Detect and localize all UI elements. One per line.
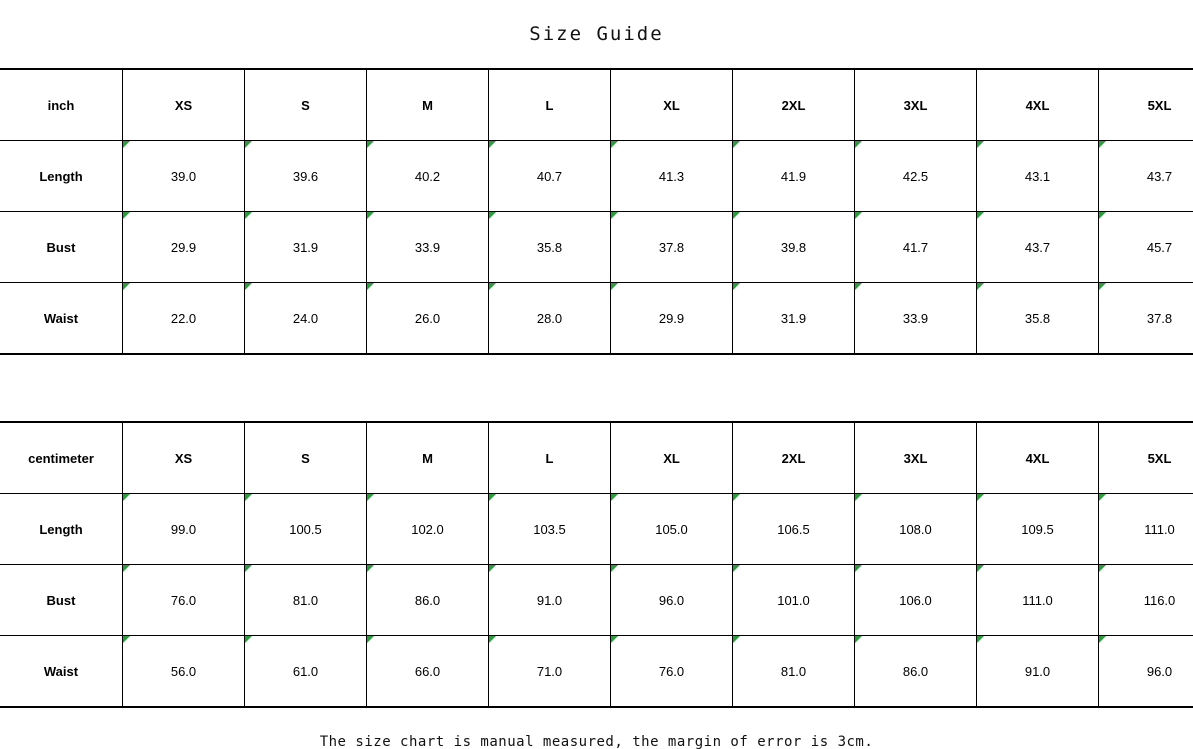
page-title: Size Guide <box>529 23 664 45</box>
row-label-length: Length <box>0 141 123 212</box>
corner-marker-icon <box>489 636 496 643</box>
table-row <box>0 141 1193 212</box>
cell-waist-s: 24.0 <box>245 283 367 354</box>
corner-marker-icon <box>977 565 984 572</box>
column-header-s: S <box>245 423 367 494</box>
cell-waist-4xl: 91.0 <box>977 636 1099 707</box>
column-header-3xl: 3XL <box>855 70 977 141</box>
cell-bust-4xl: 43.7 <box>977 212 1099 283</box>
row-label-waist: Waist <box>0 283 123 354</box>
row-label-bust: Bust <box>0 212 123 283</box>
cell-length-xs: 39.0 <box>123 141 245 212</box>
corner-marker-icon <box>855 283 862 290</box>
corner-marker-icon <box>855 636 862 643</box>
cell-bust-l: 35.8 <box>489 212 611 283</box>
table-row <box>0 212 1193 283</box>
cell-waist-xs: 56.0 <box>123 636 245 707</box>
cell-length-xl: 41.3 <box>611 141 733 212</box>
column-header-xs: XS <box>123 423 245 494</box>
column-header-5xl: 5XL <box>1099 70 1193 141</box>
cell-bust-2xl: 39.8 <box>733 212 855 283</box>
cell-waist-m: 26.0 <box>367 283 489 354</box>
cell-bust-xl: 96.0 <box>611 565 733 636</box>
corner-marker-icon <box>367 141 374 148</box>
cell-length-4xl: 109.5 <box>977 494 1099 565</box>
corner-marker-icon <box>1099 141 1106 148</box>
cell-bust-xs: 76.0 <box>123 565 245 636</box>
cell-length-2xl: 106.5 <box>733 494 855 565</box>
corner-marker-icon <box>611 141 618 148</box>
cell-bust-3xl: 106.0 <box>855 565 977 636</box>
corner-marker-icon <box>733 636 740 643</box>
corner-marker-icon <box>123 636 130 643</box>
cell-waist-l: 28.0 <box>489 283 611 354</box>
cell-length-3xl: 108.0 <box>855 494 977 565</box>
cell-waist-l: 71.0 <box>489 636 611 707</box>
footer-note: The size chart is manual measured, the margin of error is 3cm. <box>319 734 874 749</box>
corner-marker-icon <box>367 565 374 572</box>
cell-length-m: 102.0 <box>367 494 489 565</box>
column-header-m: M <box>367 70 489 141</box>
table-row <box>0 636 1193 707</box>
footer-note-bar <box>0 707 1193 749</box>
corner-marker-icon <box>367 283 374 290</box>
corner-marker-icon <box>489 283 496 290</box>
cell-bust-3xl: 41.7 <box>855 212 977 283</box>
corner-marker-icon <box>367 494 374 501</box>
column-header-5xl: 5XL <box>1099 423 1193 494</box>
cell-waist-xl: 29.9 <box>611 283 733 354</box>
cell-length-s: 100.5 <box>245 494 367 565</box>
corner-marker-icon <box>1099 565 1106 572</box>
corner-marker-icon <box>855 494 862 501</box>
column-header-2xl: 2XL <box>733 423 855 494</box>
corner-marker-icon <box>245 141 252 148</box>
column-header-4xl: 4XL <box>977 423 1099 494</box>
cell-waist-3xl: 33.9 <box>855 283 977 354</box>
corner-marker-icon <box>733 494 740 501</box>
page-title-bar <box>0 0 1193 69</box>
corner-marker-icon <box>1099 212 1106 219</box>
cell-bust-2xl: 101.0 <box>733 565 855 636</box>
row-label-bust: Bust <box>0 565 123 636</box>
corner-marker-icon <box>245 283 252 290</box>
cell-length-5xl: 43.7 <box>1099 141 1193 212</box>
cell-length-5xl: 111.0 <box>1099 494 1193 565</box>
cell-waist-3xl: 86.0 <box>855 636 977 707</box>
table-separator <box>0 354 1193 422</box>
corner-marker-icon <box>611 565 618 572</box>
corner-marker-icon <box>489 565 496 572</box>
corner-marker-icon <box>611 636 618 643</box>
table-row <box>0 494 1193 565</box>
corner-marker-icon <box>367 636 374 643</box>
unit-label-cell: inch <box>0 70 123 141</box>
cell-waist-m: 66.0 <box>367 636 489 707</box>
column-header-3xl: 3XL <box>855 423 977 494</box>
unit-label-cell: centimeter <box>0 423 123 494</box>
cell-bust-5xl: 45.7 <box>1099 212 1193 283</box>
cell-waist-5xl: 37.8 <box>1099 283 1193 354</box>
cell-waist-xs: 22.0 <box>123 283 245 354</box>
table-row <box>0 283 1193 354</box>
corner-marker-icon <box>367 212 374 219</box>
table-header-row <box>0 70 1193 141</box>
table-header-row <box>0 423 1193 494</box>
corner-marker-icon <box>977 494 984 501</box>
column-header-xl: XL <box>611 70 733 141</box>
cell-waist-2xl: 31.9 <box>733 283 855 354</box>
cell-length-m: 40.2 <box>367 141 489 212</box>
cell-waist-xl: 76.0 <box>611 636 733 707</box>
cell-waist-5xl: 96.0 <box>1099 636 1193 707</box>
cell-length-xs: 99.0 <box>123 494 245 565</box>
corner-marker-icon <box>733 212 740 219</box>
corner-marker-icon <box>123 494 130 501</box>
cell-waist-s: 61.0 <box>245 636 367 707</box>
cell-length-l: 40.7 <box>489 141 611 212</box>
corner-marker-icon <box>977 636 984 643</box>
corner-marker-icon <box>1099 494 1106 501</box>
column-header-l: L <box>489 70 611 141</box>
cell-bust-5xl: 116.0 <box>1099 565 1193 636</box>
cell-length-xl: 105.0 <box>611 494 733 565</box>
size-table-centimeter <box>0 422 1193 707</box>
column-header-2xl: 2XL <box>733 70 855 141</box>
corner-marker-icon <box>977 212 984 219</box>
corner-marker-icon <box>245 212 252 219</box>
corner-marker-icon <box>489 212 496 219</box>
cell-length-l: 103.5 <box>489 494 611 565</box>
corner-marker-icon <box>977 141 984 148</box>
cell-length-4xl: 43.1 <box>977 141 1099 212</box>
corner-marker-icon <box>245 636 252 643</box>
corner-marker-icon <box>489 494 496 501</box>
table-row <box>0 565 1193 636</box>
cell-waist-2xl: 81.0 <box>733 636 855 707</box>
corner-marker-icon <box>123 565 130 572</box>
cell-length-3xl: 42.5 <box>855 141 977 212</box>
cell-length-2xl: 41.9 <box>733 141 855 212</box>
column-header-s: S <box>245 70 367 141</box>
cell-bust-l: 91.0 <box>489 565 611 636</box>
cell-bust-s: 31.9 <box>245 212 367 283</box>
corner-marker-icon <box>611 283 618 290</box>
cell-bust-4xl: 111.0 <box>977 565 1099 636</box>
cell-bust-m: 33.9 <box>367 212 489 283</box>
corner-marker-icon <box>489 141 496 148</box>
corner-marker-icon <box>855 565 862 572</box>
row-label-length: Length <box>0 494 123 565</box>
column-header-4xl: 4XL <box>977 70 1099 141</box>
corner-marker-icon <box>977 283 984 290</box>
cell-bust-s: 81.0 <box>245 565 367 636</box>
corner-marker-icon <box>855 141 862 148</box>
corner-marker-icon <box>123 283 130 290</box>
corner-marker-icon <box>123 141 130 148</box>
row-label-waist: Waist <box>0 636 123 707</box>
column-header-m: M <box>367 423 489 494</box>
corner-marker-icon <box>733 283 740 290</box>
cell-length-s: 39.6 <box>245 141 367 212</box>
cell-waist-4xl: 35.8 <box>977 283 1099 354</box>
corner-marker-icon <box>245 565 252 572</box>
column-header-xl: XL <box>611 423 733 494</box>
corner-marker-icon <box>855 212 862 219</box>
cell-bust-xl: 37.8 <box>611 212 733 283</box>
column-header-l: L <box>489 423 611 494</box>
corner-marker-icon <box>611 212 618 219</box>
size-table-inch <box>0 69 1193 354</box>
corner-marker-icon <box>245 494 252 501</box>
column-header-xs: XS <box>123 70 245 141</box>
cell-bust-m: 86.0 <box>367 565 489 636</box>
corner-marker-icon <box>733 565 740 572</box>
corner-marker-icon <box>1099 636 1106 643</box>
cell-bust-xs: 29.9 <box>123 212 245 283</box>
corner-marker-icon <box>1099 283 1106 290</box>
corner-marker-icon <box>123 212 130 219</box>
corner-marker-icon <box>611 494 618 501</box>
corner-marker-icon <box>733 141 740 148</box>
